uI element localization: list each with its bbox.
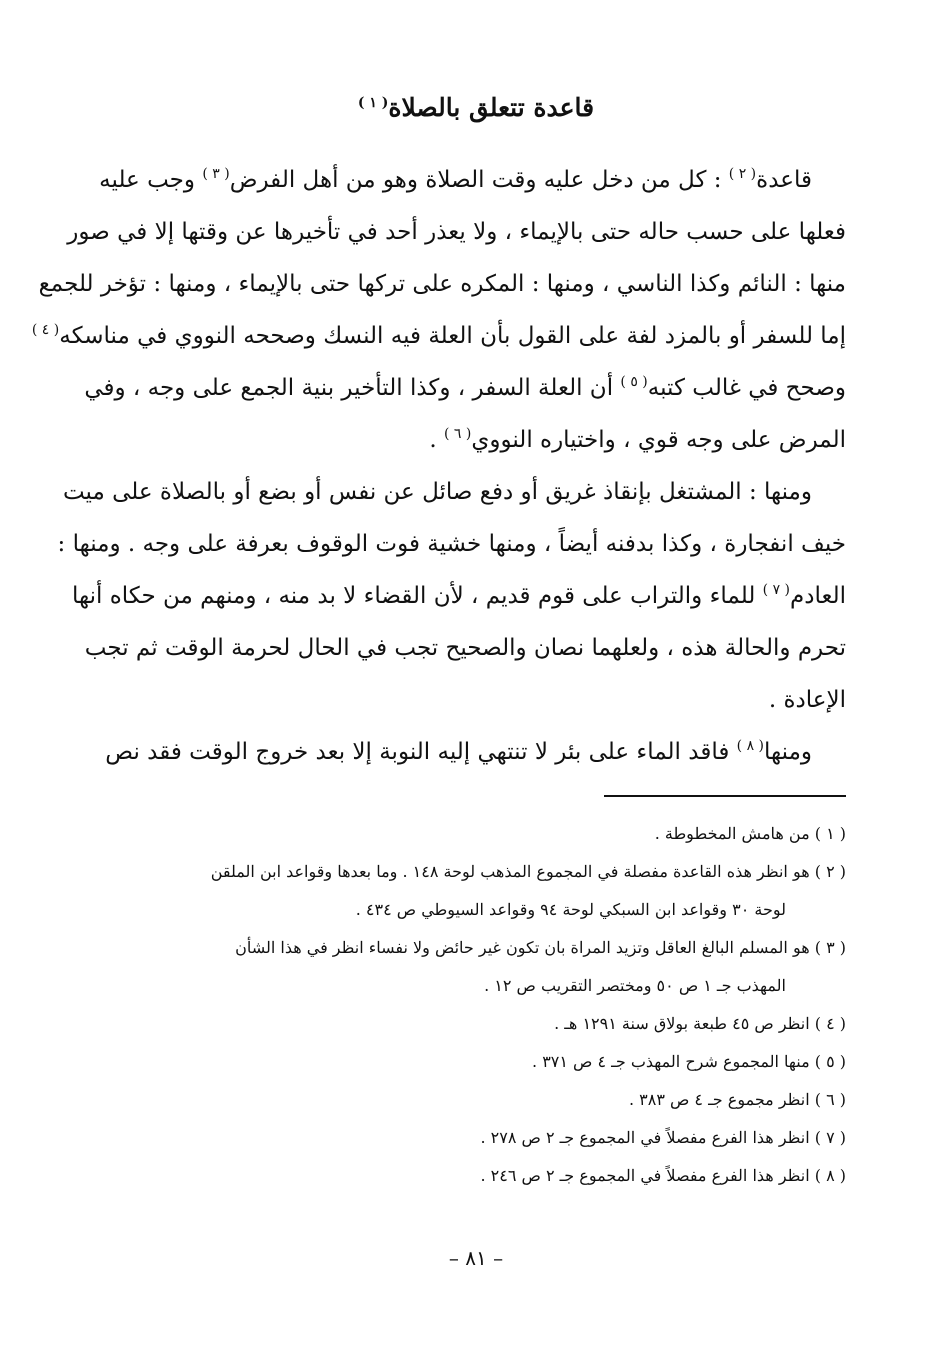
text-run: فاقد الماء على بئر لا تنتهي إليه النوبة إلا بعد خروج الوقت فقد نص	[105, 739, 737, 765]
text-run: وجب عليه	[99, 167, 203, 193]
footnote-3-continued: المهذب جـ ١ ص ٥٠ ومختصر التقريب ص ١٢ .	[484, 976, 786, 995]
footnote-ref: ( ٤ )	[31, 322, 60, 338]
text-run: منها : النائم وكذا الناسي ، ومنها : المكره على تركها حتى بالإيماء ، ومنها : تؤخر للجمع	[38, 271, 846, 297]
footnote-ref: ( ٥ )	[620, 374, 648, 390]
footnote-6: ( ٦ ) انظر مجموع جـ ٤ ص ٣٨٣ .	[628, 1090, 846, 1109]
text-run: ومنها	[764, 739, 812, 765]
paragraph-1	[31, 154, 846, 466]
text-line	[67, 206, 846, 258]
text-run: : كل من دخل عليه وقت الصلاة وهو من أهل الفرض	[229, 167, 729, 193]
footnote-7: ( ٧ ) انظر هذا الفرع مفصلاً في المجموع جـ ٢ ص ٢٧٨ .	[480, 1128, 846, 1147]
text-run: خيف انفجارة ، وكذا بدفنه أيضاً ، ومنها خشية فوت الوقوف بعرفة على وجه . ومنها :	[57, 531, 846, 557]
footnote-4: ( ٤ ) انظر ص ٤٥ طبعة بولاق سنة ١٢٩١ هـ .	[554, 1014, 846, 1033]
footnote-ref: ( ٨ )	[736, 738, 765, 754]
text-line	[57, 518, 846, 570]
text-run: تحرم والحالة هذه ، ولعلهما نصان والصحيح تجب في الحال لحرمة الوقت ثم تجب	[84, 635, 846, 661]
text-line	[62, 466, 846, 518]
text-line	[84, 362, 846, 414]
text-run: للماء والتراب على قوم قديم ، لأن القضاء لا بد منه ، ومنهم من حكاه أنها	[72, 583, 763, 609]
text-line	[105, 726, 846, 778]
footnotes	[108, 815, 846, 1195]
footnote-ref: ( ٧ )	[762, 582, 791, 598]
footnote-5: ( ٥ ) منها المجموع شرح المهذب جـ ٤ ص ٣٧١ .	[532, 1052, 846, 1071]
text-line	[99, 154, 846, 206]
text-run: وصحح في غالب كتبه	[647, 375, 846, 401]
text-run: ومنها : المشتغل بإنقاذ غريق أو دفع صائل عن نفس أو بضع أو بالصلاة على ميت	[62, 479, 812, 505]
text-run: قاعدة	[756, 167, 812, 193]
footnote-8: ( ٨ ) انظر هذا الفرع مفصلاً في المجموع جـ ٢ ص ٢٤٦ .	[480, 1166, 846, 1185]
footnote-ref: ( ٦ )	[444, 426, 472, 442]
title-note-ref: ( ١ )	[357, 95, 389, 111]
title-text: قاعدة تتعلق بالصلاة	[388, 93, 595, 122]
text-run: إما للسفر أو بالمزد لفة على القول بأن العلة فيه النسك وصححه النووي في مناسكه	[59, 323, 846, 349]
footnote-separator	[604, 795, 846, 797]
text-run: أن العلة السفر ، وكذا التأخير بنية الجمع على وجه ، وفي	[84, 375, 621, 401]
text-line	[108, 674, 846, 726]
text-line	[38, 258, 846, 310]
footnote-3: ( ٣ ) هو المسلم البالغ العاقل وتزيد المراة بان تكون غير حائض ولا نفساء انظر في هذا الشأن	[235, 938, 846, 957]
footnote-1: ( ١ ) من هامش المخطوطة .	[654, 824, 846, 843]
text-line	[31, 310, 846, 362]
footnote-ref: ( ٣ )	[202, 166, 230, 182]
footnote-ref: ( ٢ )	[728, 166, 757, 182]
text-run: المرض على وجه قوي ، واختياره النووي	[471, 427, 846, 453]
text-line	[84, 622, 846, 674]
text-line	[72, 570, 846, 622]
footnote-2: ( ٢ ) هو انظر هذه القاعدة مفصلة في المجموع المذهب لوحة ١٤٨ . وما بعدها وقواعد ابن الملقن	[210, 862, 846, 881]
text-run: الإعادة .	[768, 687, 846, 713]
page-title	[0, 88, 952, 128]
page-number: – ٨١ –	[448, 1246, 504, 1270]
paragraph-3	[105, 726, 846, 778]
paragraph-2	[57, 466, 846, 726]
text-run: العادم	[790, 583, 846, 609]
text-line	[108, 414, 846, 466]
text-run: .	[429, 427, 444, 453]
footnote-2-continued: لوحة ٣٠ وقواعد ابن السبكي لوحة ٩٤ وقواعد السيوطي ص ٤٣٤ .	[355, 900, 786, 919]
text-run: فعلها على حسب حاله حتى بالإيماء ، ولا يعذر أحد في تأخيرها عن وقتها إلا في صور	[67, 219, 846, 245]
